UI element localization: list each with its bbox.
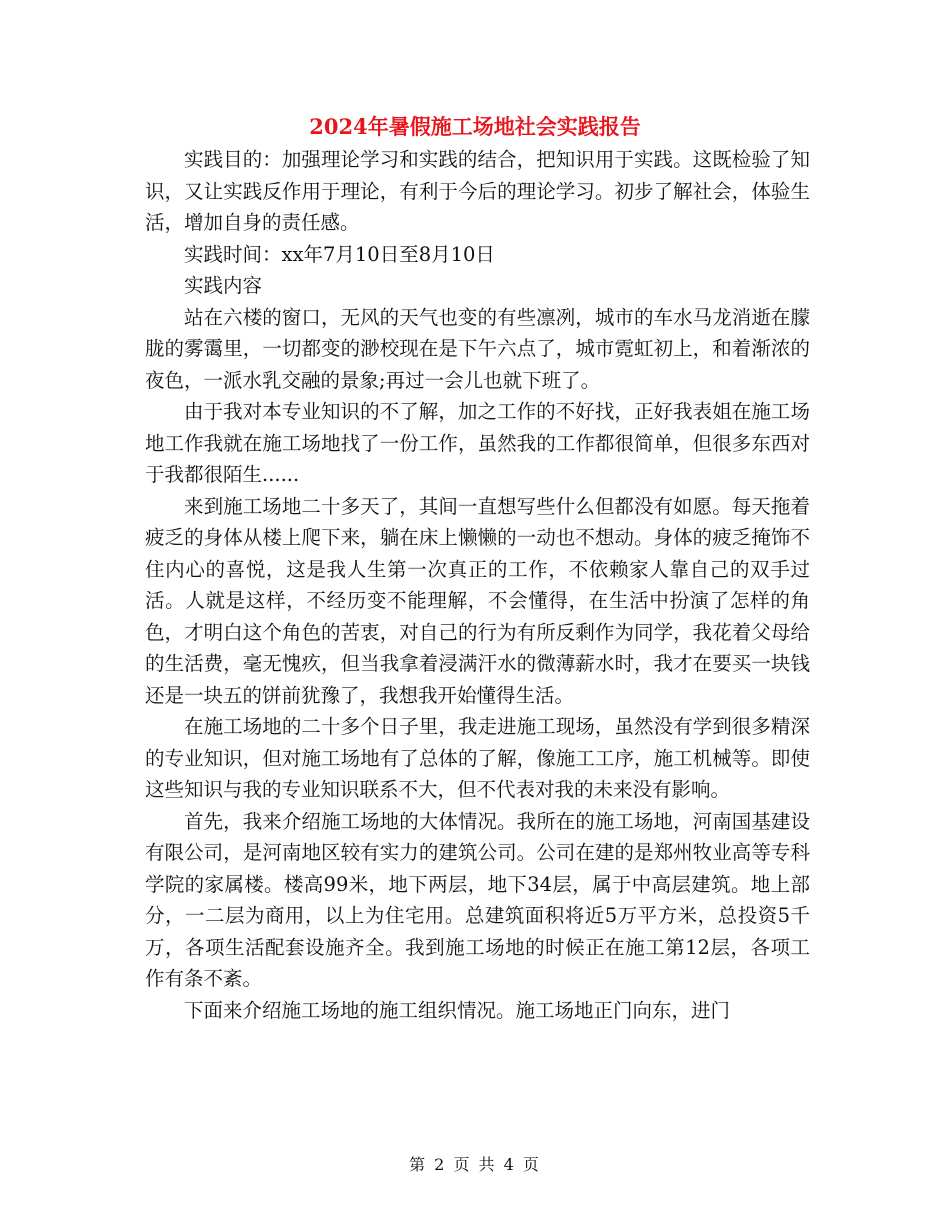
page-number-footer: 第 2 页 共 4 页 <box>409 1155 541 1174</box>
paragraph-purpose: 实践目的：加强理论学习和实践的结合，把知识用于实践。这既检验了知识，又让实践反作用于理论，有利于今后的理论学习。初步了解社会，体验生活，增加自身的责任感。 <box>145 148 810 234</box>
paragraph-content-heading: 实践内容 <box>184 274 263 297</box>
document-title: 2024年暑假施工场地社会实践报告 <box>309 114 641 139</box>
paragraph-site-organization: 下面来介绍施工场地的施工组织情况。施工场地正门向东，进门 <box>184 998 731 1022</box>
paragraph-time: 实践时间：xx年7月10日至8月10日 <box>184 242 495 266</box>
paragraph-site-overview: 首先，我来介绍施工场地的大体情况。我所在的施工场地，河南国基建设有限公司，是河南地区较有实力的建筑公司。公司在建的是郑州牧业高等专科学院的家属楼。楼高99米，地下两层，地下34层，属于中高层建筑。地上部分，一二层为商用，以上为住宅用。总建筑面积将近5万平方米，总投资5千万，各项生活配套设施齐全。我到施工场地的时候正在施工第12层，各项工作有条不紊。 <box>145 809 810 990</box>
document-body <box>145 144 810 1026</box>
paragraph-window-scene: 站在六楼的窗口，无风的天气也变的有些凛冽，城市的车水马龙消逝在朦胧的雾霭里，一切都变的渺校现在是下午六点了，城市霓虹初上，和着渐浓的夜色，一派水乳交融的景象;再过一会儿也就下班了。 <box>145 305 810 392</box>
paragraph-job-background: 由于我对本专业知识的不了解，加之工作的不好找，正好我表姐在施工场地工作我就在施工场地找了一份工作，虽然我的工作都很简单，但很多东西对于我都很陌生...... <box>145 400 810 486</box>
paragraph-site-learning: 在施工场地的二十多个日子里，我走进施工现场，虽然没有学到很多精深的专业知识，但对施工场地有了总体的了解，像施工工序，施工机械等。即使这些知识与我的专业知识联系不大，但不代表对我的未来没有影响。 <box>145 715 810 801</box>
paragraph-life-reflection: 来到施工场地二十多天了，其间一直想写些什么但都没有如愿。每天拖着疲乏的身体从楼上爬下来，躺在床上懒懒的一动也不想动。身体的疲乏掩饰不住内心的喜悦，这是我人生第一次真正的工作，不依赖家人靠自己的双手过活。人就是这样，不经历变不能理解，不会懂得，在生活中扮演了怎样的角色，才明白这个角色的苦衷，对自己的行为有所反剩作为同学，我花着父母给的生活费，毫无愧疚，但当我拿着浸满汗水的微薄薪水时，我才在要买一块钱还是一块五的饼前犹豫了，我想我开始懂得生活。 <box>145 494 810 707</box>
